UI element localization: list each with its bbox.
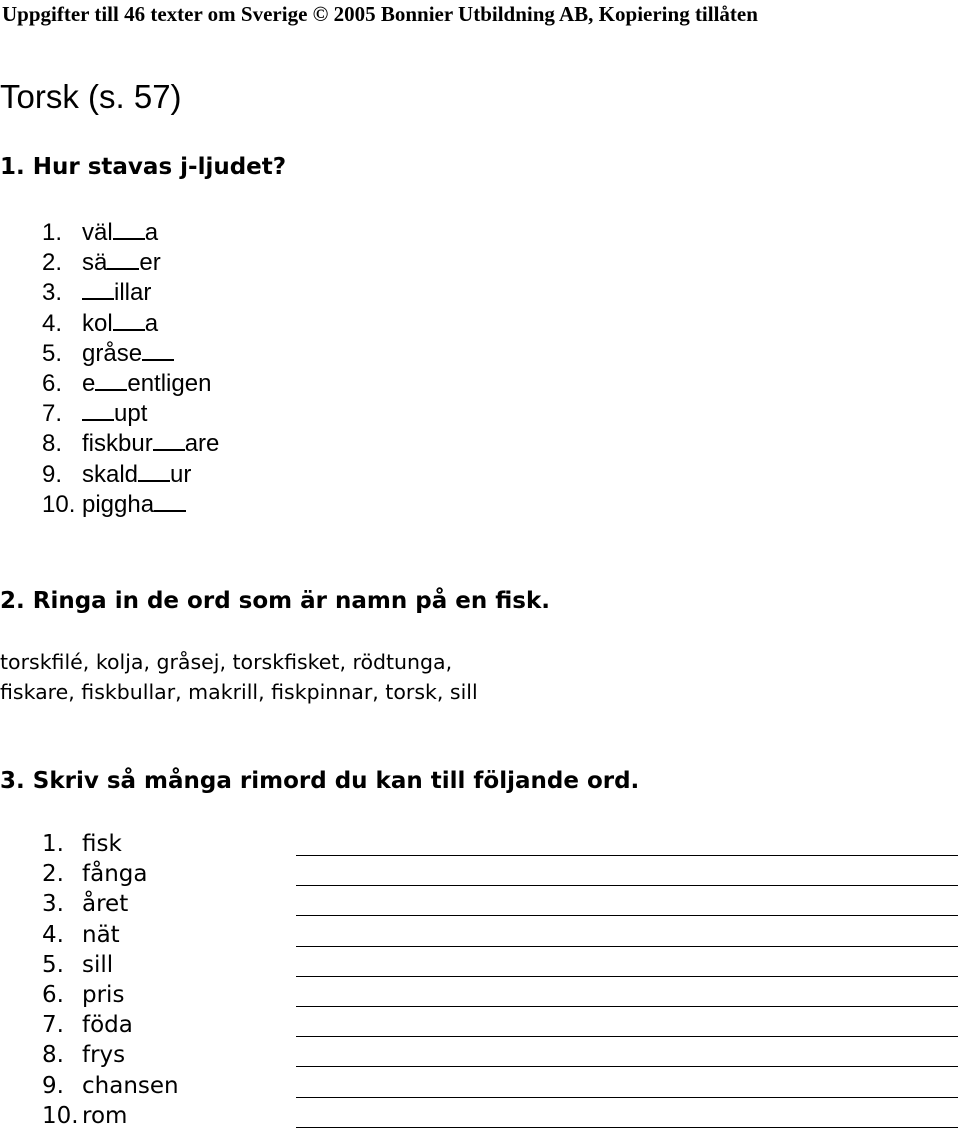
item-number: 3.	[42, 891, 64, 918]
item-number: 7.	[42, 1012, 64, 1039]
word-start: gråse	[82, 339, 143, 367]
item-number: 8.	[42, 1042, 64, 1069]
rhyme-word: fånga	[82, 861, 148, 888]
item-number: 6.	[42, 370, 63, 397]
word-start: kol	[82, 309, 113, 337]
rhyme-item	[42, 980, 124, 1010]
question-1-heading: 1. Hur stavas j-ljudet?	[0, 154, 287, 180]
word-end: er	[139, 249, 161, 277]
fish-word-list	[0, 647, 960, 707]
blank-line[interactable]	[138, 458, 170, 482]
blank-line[interactable]	[107, 246, 139, 270]
rhyme-item	[42, 889, 128, 919]
blank-line[interactable]	[153, 427, 185, 451]
word-start: e	[82, 370, 96, 397]
fill-in-item	[42, 337, 174, 367]
word-end: are	[184, 430, 220, 458]
item-number: 4.	[42, 921, 64, 948]
answer-line[interactable]	[296, 1097, 958, 1098]
rhyme-word: sill	[82, 951, 114, 978]
blank-line[interactable]	[113, 216, 145, 240]
rhyme-word: fisk	[82, 831, 122, 857]
rhyme-item	[42, 1010, 133, 1040]
item-number: 10.	[42, 490, 76, 518]
answer-line[interactable]	[296, 976, 958, 977]
page-title: Torsk (s. 57)	[0, 78, 182, 115]
fill-in-item	[42, 427, 219, 457]
word-start: skald	[82, 460, 139, 488]
rhyme-item	[42, 950, 113, 980]
word-end: ur	[170, 460, 192, 488]
item-number: 2.	[42, 861, 64, 888]
blank-line[interactable]	[82, 276, 114, 300]
blank-line[interactable]	[82, 397, 114, 421]
blank-line[interactable]	[95, 367, 127, 391]
item-number: 9.	[42, 460, 63, 488]
answer-line[interactable]	[296, 946, 958, 947]
word-start: sä	[82, 249, 108, 277]
answer-line[interactable]	[296, 855, 958, 856]
fill-in-item	[42, 367, 211, 397]
fish-word-line-2: fiskare, fiskbullar, makrill, fiskpinnar, torsk, sill	[0, 680, 478, 704]
blank-line[interactable]	[113, 307, 145, 331]
item-number: 5.	[42, 339, 63, 367]
answer-line[interactable]	[296, 1006, 958, 1007]
answer-line[interactable]	[296, 885, 958, 886]
blank-line[interactable]	[154, 488, 186, 512]
item-number: 7.	[42, 400, 63, 428]
rhyme-item	[42, 1040, 125, 1070]
item-number: 10.	[42, 1102, 79, 1129]
fill-in-item	[42, 307, 158, 337]
item-number: 4.	[42, 309, 63, 337]
rhyme-item	[42, 829, 122, 859]
fill-in-item	[42, 216, 158, 246]
rhyme-word: nät	[82, 921, 120, 948]
answer-line[interactable]	[296, 1066, 958, 1067]
word-end: illar	[114, 279, 152, 307]
rhyme-item	[42, 859, 147, 889]
word-end: a	[144, 219, 159, 246]
item-number: 1.	[42, 831, 64, 857]
question-2-heading: 2. Ringa in de ord som är namn på en fisk.	[0, 588, 550, 614]
word-start: väl	[82, 219, 113, 246]
fill-in-item	[42, 276, 151, 306]
item-number: 2.	[42, 249, 63, 277]
word-start: piggha	[82, 490, 155, 518]
fill-in-item	[42, 246, 161, 276]
word-end: entligen	[127, 370, 212, 397]
rhyme-word: rom	[82, 1102, 128, 1129]
rhyme-word: chansen	[82, 1072, 179, 1099]
rhyme-item	[42, 1071, 179, 1101]
rhyme-item	[42, 920, 120, 950]
rhyme-word: pris	[82, 982, 125, 1008]
word-end: a	[144, 309, 159, 337]
answer-line[interactable]	[296, 1127, 958, 1128]
answer-line[interactable]	[296, 1036, 958, 1037]
answer-line[interactable]	[296, 915, 958, 916]
rhyme-word: året	[82, 891, 129, 918]
item-number: 8.	[42, 430, 63, 458]
rhyme-word: föda	[82, 1012, 133, 1039]
fill-in-item	[42, 397, 147, 427]
item-number: 5.	[42, 951, 64, 978]
question-3-heading: 3. Skriv så många rimord du kan till följande ord.	[0, 768, 640, 794]
item-number: 1.	[42, 219, 63, 246]
blank-line[interactable]	[142, 337, 174, 361]
word-end: upt	[114, 400, 148, 428]
item-number: 9.	[42, 1072, 64, 1099]
rhyme-item	[42, 1101, 127, 1131]
fish-word-line-1: torskfilé, kolja, gråsej, torskfisket, rödtunga,	[0, 650, 453, 674]
rhyme-word: frys	[82, 1042, 126, 1069]
page-header: Uppgifter till 46 texter om Sverige © 2005 Bonnier Utbildning AB, Kopiering tillåten	[2, 2, 758, 26]
word-start: fiskbur	[82, 430, 153, 458]
fill-in-item	[42, 458, 191, 488]
fill-in-item	[42, 488, 186, 518]
item-number: 3.	[42, 279, 63, 307]
item-number: 6.	[42, 982, 64, 1008]
